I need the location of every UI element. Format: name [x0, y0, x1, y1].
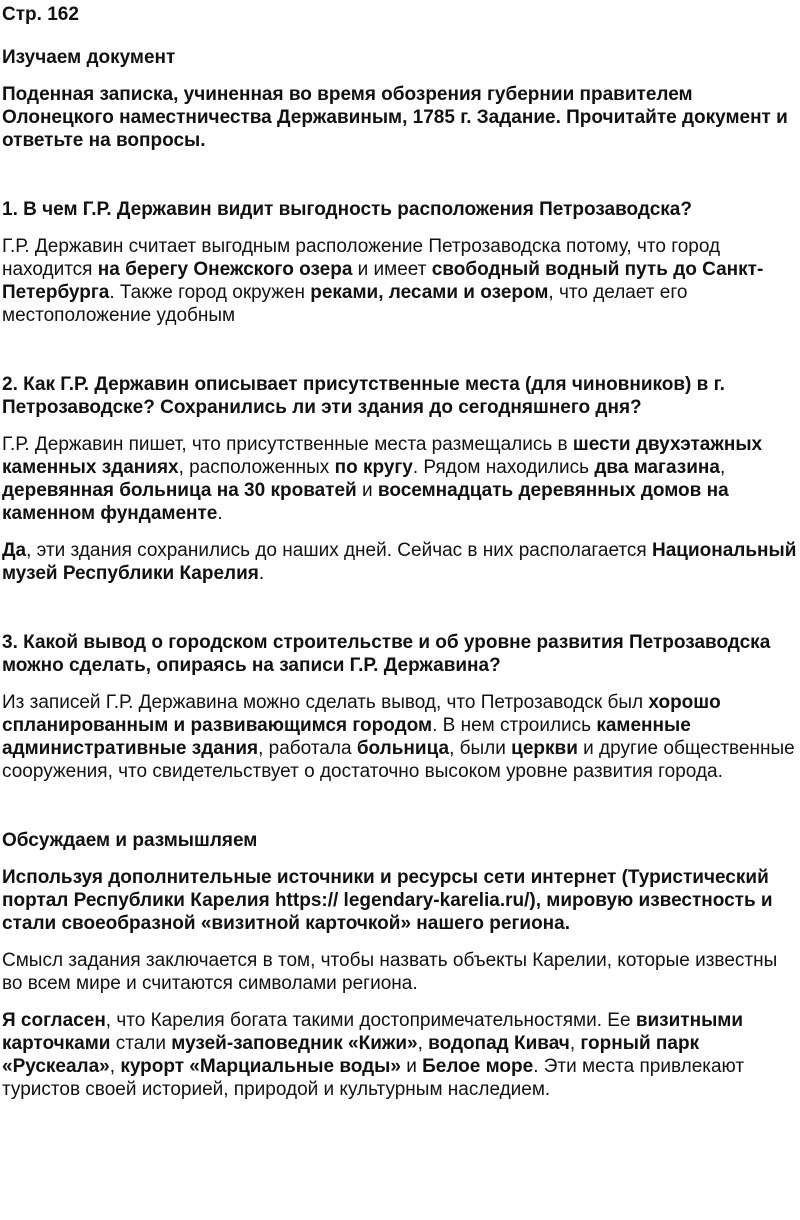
answer-2b: Да, эти здания сохранились до наших дней. Сейчас в них располагается Национальный музей Республики Карелия.	[2, 540, 797, 584]
answer-1: Г.Р. Державин считает выгодным расположение Петрозаводска потому, что город находится на берегу Онежского озера и имеет свободный водный путь до Санкт-Петербурга. Также город окружен реками, лесами и озером, что делает его местоположение удобным	[2, 236, 764, 326]
page-label: Стр. 162	[2, 4, 79, 25]
task-2-meaning: Смысл задания заключается в том, чтобы назвать объекты Карелии, которые известны во всем мире и считаются символами региона.	[2, 950, 778, 994]
task-2-answer: Я согласен, что Карелия богата такими достопримечательностями. Ее визитными карточками стали музей-заповедник «Кижи», водопад Кивач, горный парк «Рускеала», курорт «Марциальные воды» и Белое море. Эти места привлекают туристов своей историей, природой и культурным наследием.	[2, 1010, 745, 1100]
question-1: 1. В чем Г.Р. Державин видит выгодность расположения Петрозаводска?	[2, 199, 692, 220]
section-title-2: Обсуждаем и размышляем	[2, 830, 258, 851]
question-2: 2. Как Г.Р. Державин описывает присутственные места (для чиновников) в г. Петрозаводске? Сохранились ли эти здания до сегодняшнего дня?	[2, 374, 725, 418]
answer-2a: Г.Р. Державин пишет, что присутственные места размещались в шести двухэтажных каменных зданиях, расположенных по кругу. Рядом находились два магазина, деревянная больница на 30 кроватей и восемнадцать деревянных домов на каменном фундаменте.	[2, 434, 763, 524]
answer-3: Из записей Г.Р. Державина можно сделать вывод, что Петрозаводск был хорошо спланированным и развивающимся городом. В нем строились каменные административные здания, работала больница, были церкви и другие общественные сооружения, что свидетельствует о достаточно высоком уровне развития города.	[2, 692, 795, 782]
question-3: 3. Какой вывод о городском строительстве и об уровне развития Петрозаводска можно сделать, опираясь на записи Г.Р. Державина?	[2, 632, 771, 676]
section-title: Изучаем документ	[2, 47, 176, 68]
task-2-title: Используя дополнительные источники и ресурсы сети интернет (Туристический портал Республики Карелия https:// legendary-karelia.ru/), мировую известность и стали своеобразной «визитной карточкой» нашего региона.	[2, 867, 773, 934]
task-title: Поденная записка, учиненная во время обозрения губернии правителем Олонецкого наместничества Державиным, 1785 г. Задание. Прочитайте документ и ответьте на вопросы.	[2, 84, 788, 151]
